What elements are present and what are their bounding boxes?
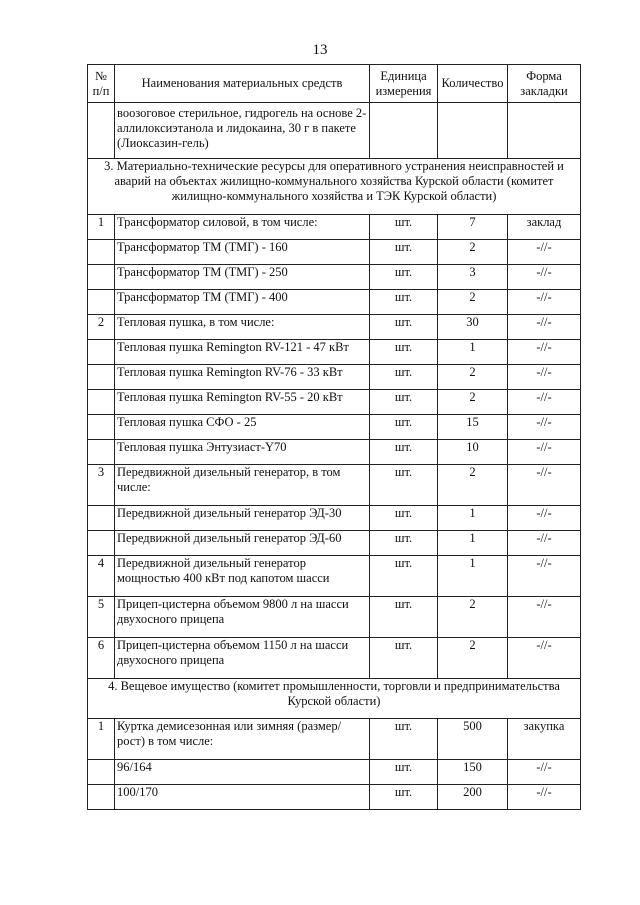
row-num <box>88 415 115 440</box>
table-row <box>88 390 581 415</box>
row-qty: 1 <box>438 506 508 531</box>
row-form: -//- <box>508 390 581 415</box>
row-qty: 1 <box>438 340 508 365</box>
section-4-header <box>88 679 581 719</box>
row-name: 100/170 <box>115 785 370 810</box>
row-qty: 2 <box>438 290 508 315</box>
row-form: -//- <box>508 638 581 679</box>
row-form: -//- <box>508 785 581 810</box>
table-row <box>88 290 581 315</box>
row-name: 96/164 <box>115 760 370 785</box>
row-num: 4 <box>88 556 115 597</box>
header-form: Форма закладки <box>508 65 581 103</box>
row-qty: 2 <box>438 240 508 265</box>
row-form: -//- <box>508 315 581 340</box>
table-row <box>88 719 581 760</box>
header-qty: Количество <box>438 65 508 103</box>
row-unit: шт. <box>370 315 438 340</box>
row-num <box>88 340 115 365</box>
row-unit: шт. <box>370 215 438 240</box>
row-qty: 2 <box>438 597 508 638</box>
row-unit: шт. <box>370 415 438 440</box>
row-form: -//- <box>508 290 581 315</box>
header-num: № п/п <box>88 65 115 103</box>
row-qty: 2 <box>438 390 508 415</box>
table-row <box>88 506 581 531</box>
row-num <box>88 365 115 390</box>
table-row <box>88 340 581 365</box>
row-form: -//- <box>508 265 581 290</box>
table-row <box>88 440 581 465</box>
row-unit: шт. <box>370 556 438 597</box>
row-name: Прицеп-цистерна объемом 9800 л на шасси двухосного прицепа <box>115 597 370 638</box>
row-num <box>88 506 115 531</box>
row-form: -//- <box>508 440 581 465</box>
row-name: Трансформатор ТМ (ТМГ) - 400 <box>115 290 370 315</box>
row-qty <box>438 103 508 159</box>
row-name: Тепловая пушка Remington RV-121 - 47 кВт <box>115 340 370 365</box>
section-4-title: 4. Вещевое имущество (комитет промышленности, торговли и предпринимательства Курской области) <box>88 679 581 719</box>
row-num <box>88 240 115 265</box>
table-row <box>88 785 581 810</box>
row-qty: 10 <box>438 440 508 465</box>
row-name: воозоговое стерильное, гидрогель на основе 2-аллилоксиэтанола и лидокаина, 30 г в пакете (Лиоксазин-гель) <box>115 103 370 159</box>
row-num <box>88 785 115 810</box>
table-row <box>88 597 581 638</box>
row-unit: шт. <box>370 265 438 290</box>
row-num <box>88 531 115 556</box>
row-num: 5 <box>88 597 115 638</box>
row-num: 1 <box>88 719 115 760</box>
row-unit: шт. <box>370 340 438 365</box>
row-num: 6 <box>88 638 115 679</box>
row-name: Трансформатор ТМ (ТМГ) - 160 <box>115 240 370 265</box>
table-row <box>88 760 581 785</box>
row-name: Передвижной дизельный генератор мощностью 400 кВт под капотом шасси <box>115 556 370 597</box>
materials-table <box>87 64 581 810</box>
table-row <box>88 556 581 597</box>
row-qty: 2 <box>438 638 508 679</box>
row-num <box>88 390 115 415</box>
row-form: -//- <box>508 597 581 638</box>
table-row <box>88 415 581 440</box>
row-form: заклад <box>508 215 581 240</box>
table-row <box>88 465 581 506</box>
row-num <box>88 103 115 159</box>
row-form: -//- <box>508 556 581 597</box>
row-name: Тепловая пушка, в том числе: <box>115 315 370 340</box>
row-num <box>88 290 115 315</box>
table-row <box>88 240 581 265</box>
table-row <box>88 315 581 340</box>
row-name: Трансформатор ТМ (ТМГ) - 250 <box>115 265 370 290</box>
page-number: 13 <box>312 42 328 58</box>
row-num: 2 <box>88 315 115 340</box>
row-form: -//- <box>508 760 581 785</box>
row-unit: шт. <box>370 638 438 679</box>
row-name: Тепловая пушка СФО - 25 <box>115 415 370 440</box>
table-row <box>88 265 581 290</box>
row-qty: 2 <box>438 465 508 506</box>
row-qty: 500 <box>438 719 508 760</box>
row-form: -//- <box>508 240 581 265</box>
row-unit: шт. <box>370 240 438 265</box>
row-qty: 3 <box>438 265 508 290</box>
row-unit: шт. <box>370 440 438 465</box>
row-unit: шт. <box>370 465 438 506</box>
row-qty: 30 <box>438 315 508 340</box>
row-name: Передвижной дизельный генератор, в том числе: <box>115 465 370 506</box>
section-3-title: 3. Материально-технические ресурсы для оперативного устранения неисправностей и аварий на объектах жилищно-коммунального хозяйства Курской области (комитет жилищно-коммунального хозяйства и ТЭК Курской области) <box>88 159 581 215</box>
row-qty: 1 <box>438 531 508 556</box>
row-name: Передвижной дизельный генератор ЭД-30 <box>115 506 370 531</box>
row-form: -//- <box>508 531 581 556</box>
row-qty: 7 <box>438 215 508 240</box>
table-row <box>88 215 581 240</box>
row-unit: шт. <box>370 290 438 315</box>
row-unit: шт. <box>370 719 438 760</box>
table-header-row <box>88 65 581 103</box>
row-unit: шт. <box>370 365 438 390</box>
row-name: Передвижной дизельный генератор ЭД-60 <box>115 531 370 556</box>
row-form: -//- <box>508 465 581 506</box>
row-num <box>88 440 115 465</box>
row-form: -//- <box>508 506 581 531</box>
row-name: Тепловая пушка Энтузиаст-Y70 <box>115 440 370 465</box>
row-num: 1 <box>88 215 115 240</box>
row-unit: шт. <box>370 760 438 785</box>
row-name: Трансформатор силовой, в том числе: <box>115 215 370 240</box>
row-unit: шт. <box>370 785 438 810</box>
row-form: -//- <box>508 415 581 440</box>
row-form: -//- <box>508 365 581 390</box>
header-name: Наименования материальных средств <box>115 65 370 103</box>
row-form <box>508 103 581 159</box>
row-num <box>88 760 115 785</box>
row-name: Куртка демисезонная или зимняя (размер/рост) в том числе: <box>115 719 370 760</box>
row-qty: 150 <box>438 760 508 785</box>
row-unit: шт. <box>370 531 438 556</box>
row-qty: 2 <box>438 365 508 390</box>
row-unit: шт. <box>370 597 438 638</box>
table-row <box>88 531 581 556</box>
header-unit: Единица измерения <box>370 65 438 103</box>
row-qty: 15 <box>438 415 508 440</box>
row-num: 3 <box>88 465 115 506</box>
row-form: закупка <box>508 719 581 760</box>
row-unit <box>370 103 438 159</box>
row-qty: 200 <box>438 785 508 810</box>
row-unit: шт. <box>370 390 438 415</box>
row-num <box>88 265 115 290</box>
row-name: Прицеп-цистерна объемом 1150 л на шасси двухосного прицепа <box>115 638 370 679</box>
row-name: Тепловая пушка Remington RV-55 - 20 кВт <box>115 390 370 415</box>
section-3-header <box>88 159 581 215</box>
row-name: Тепловая пушка Remington RV-76 - 33 кВт <box>115 365 370 390</box>
continuation-row <box>88 103 581 159</box>
row-unit: шт. <box>370 506 438 531</box>
row-qty: 1 <box>438 556 508 597</box>
row-form: -//- <box>508 340 581 365</box>
table-row <box>88 638 581 679</box>
table-row <box>88 365 581 390</box>
